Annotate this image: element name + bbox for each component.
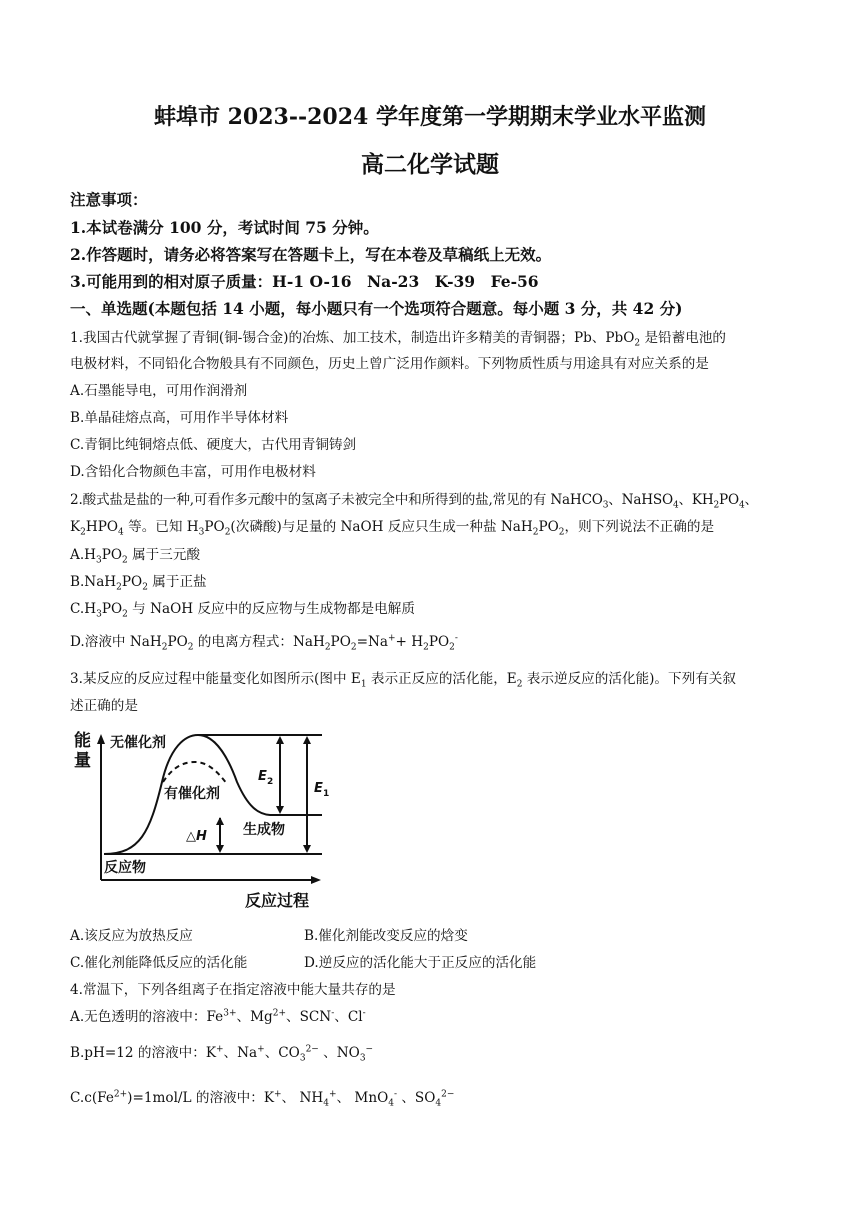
q3-option-d: D.逆反应的活化能大于正反应的活化能	[304, 955, 537, 971]
label-catalyst: 有催化剂	[164, 786, 220, 802]
y-axis-arrowhead	[97, 734, 105, 744]
dh-arrowhead-down	[216, 845, 224, 853]
label-product: 生成物	[243, 822, 285, 838]
label-e1: E	[314, 781, 323, 796]
q2-option-b: $B.NaH_2PO_2$ 属于正盐	[70, 574, 207, 593]
label-reactant: 反应物	[104, 860, 146, 876]
q1-option-c: C.青铜比纯铜熔点低、硬度大，古代用青铜铸剑	[70, 437, 357, 453]
q3-stem-line2: 述正确的是	[70, 698, 138, 714]
notes-heading: 注意事项：	[70, 190, 148, 209]
label-no-catalyst: 无催化剂	[110, 735, 166, 751]
note-2: 2.作答题时，请务必将答案写在答题卡上，写在本卷及草稿纸上无效。	[70, 245, 552, 264]
q3-option-a: A.该反应为放热反应	[70, 928, 193, 944]
q4-option-a: A.无色透明的溶液中：$Fe^{3+}$、$Mg^{2+}$、SCN-、Cl-	[70, 1008, 366, 1025]
ylabel-char2: 量	[74, 751, 91, 771]
q4-option-b: B.pH=12 的溶液中：K+、Na+、$CO_3^{2-}$ 、$NO_3^-$	[70, 1044, 374, 1064]
e1-arrowhead-up	[303, 736, 311, 744]
q1-stem-line2: 电极材料，不同铅化合物般具有不同颜色，历史上曾广泛用作颜料。下列物质性质与用途具有对应关系的是	[70, 356, 709, 372]
exam-title: 蚌埠市 2023--2024 学年度第一学期期末学业水平监测	[153, 104, 707, 130]
q2-stem-line2: $K_2HPO_4$ 等。已知 $H_3PO_2$(次磷酸)与足量的 NaOH 反应只生成一种盐 $NaH_2PO_2$，则下列说法不正确的是	[70, 519, 715, 538]
q2-option-a: $A.H_3PO_2$ 属于三元酸	[70, 547, 201, 566]
label-e1-sub: 1	[323, 789, 330, 799]
dh-arrowhead-up	[216, 817, 224, 825]
q2-option-d: D.溶液中 $NaH_2PO_2$ 的电离方程式：$NaH_2PO_2=Na^++ H_2PO_2^-$	[70, 633, 458, 653]
e2-arrowhead-down	[276, 806, 284, 814]
label-e2-sub: 2	[267, 777, 274, 787]
q1-option-a: A.石墨能导电，可用作润滑剂	[70, 383, 248, 399]
q4-option-c: $C.c(Fe^{2+})=1mol/L$ 的溶液中：K+、 $NH_4^+$、 MnO$_4$- 、$SO_4^{2-}$	[70, 1089, 455, 1109]
exam-subtitle: 高二化学试题	[361, 151, 499, 178]
note-3: 3.可能用到的相对原子质量：H-1 O-16 Na-23 K-39 Fe-56	[70, 272, 539, 291]
e1-arrowhead-down	[303, 845, 311, 853]
q1-option-b: B.单晶硅熔点高，可用作半导体材料	[70, 410, 289, 426]
note-1: 1.本试卷满分 100 分，考试时间 75 分钟。	[70, 218, 379, 237]
energy-diagram	[70, 722, 330, 912]
catalyzed-curve	[163, 762, 227, 784]
q2-stem-line1: 2.酸式盐是盐的一种,可看作多元酸中的氢离子未被完全中和所得到的盐,常见的有 NaHCO$_3$、NaHSO$_4$、$KH_2PO_4$、	[70, 492, 758, 511]
x-axis-arrowhead	[311, 876, 321, 884]
q3-option-b: B.催化剂能改变反应的焓变	[304, 928, 468, 944]
q1-option-d: D.含铅化合物颜色丰富，可用作电极材料	[70, 464, 316, 480]
label-e2: E	[258, 769, 267, 784]
q4-stem: 4.常温下，下列各组离子在指定溶液中能大量共存的是	[70, 982, 396, 998]
q2-option-c: $C.H_3PO_2$ 与 NaOH 反应中的反应物与生成物都是电解质	[70, 601, 415, 620]
xlabel: 反应过程	[245, 891, 310, 910]
e2-arrowhead-up	[276, 736, 284, 744]
q3-option-c: C.催化剂能降低反应的活化能	[70, 955, 248, 971]
energy-diagram-svg	[70, 722, 330, 912]
q1-stem-line1: 1.我国古代就掌握了青铜(铜-锡合金)的冶炼、加工技术，制造出许多精美的青铜器；Pb、PbO$_2$ 是铅蓄电池的	[70, 330, 727, 349]
label-dh: △H	[186, 829, 207, 844]
ylabel-char1: 能	[74, 731, 91, 751]
q3-stem-line1: 3.某反应的反应过程中能量变化如图所示(图中 $E_1$ 表示正反应的活化能，$E_2$ 表示逆反应的活化能)。下列有关叙	[70, 671, 736, 690]
section-heading: 一、单选题(本题包括 14 小题，每小题只有一个选项符合题意。每小题 3 分，共 42 分)	[70, 299, 683, 318]
